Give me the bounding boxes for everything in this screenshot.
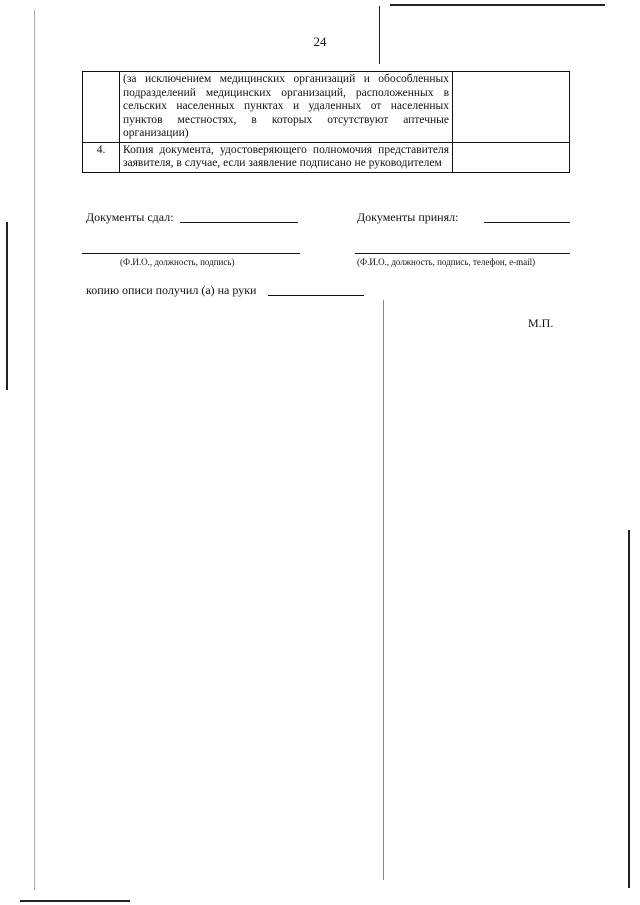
scan-artifact-right-bar: [628, 530, 630, 888]
scan-artifact-left-vertical: [34, 10, 35, 890]
table-row: [83, 142, 570, 172]
documents-table: [82, 71, 570, 173]
scan-artifact-center-vertical: [383, 300, 384, 880]
submitted-label: Документы сдал:: [86, 210, 174, 224]
submitted-caption: (Ф.И.О., должность, подпись): [120, 257, 235, 267]
row-number: 4.: [83, 142, 120, 172]
scan-artifact-left-bar: [6, 222, 8, 390]
scan-artifact-bottom: [20, 900, 130, 902]
table-row: [83, 72, 570, 143]
submitted-signature-line: [82, 253, 300, 254]
submitted-short-line: [180, 222, 298, 223]
copy-received-text: копию описи получил (а) на руки: [86, 283, 257, 297]
stamp-place: М.П.: [528, 316, 554, 330]
row-description: (за исключением медицинских организаций и обособленных подразделений медицинских организаций, расположенных в сельских населенных пунктах и удаленных от населенных пунктов местностях, в которых отсутствуют аптечные организации): [120, 72, 453, 143]
accepted-label: Документы принял:: [357, 210, 459, 224]
copy-received-line: [268, 295, 364, 296]
row-empty-cell: [453, 72, 570, 143]
scan-artifact-top-right: [390, 4, 605, 6]
row-number: [83, 72, 120, 143]
accepted-caption: (Ф.И.О., должность, подпись, телефон, e-mail): [357, 257, 536, 267]
page-number: 24: [313, 34, 327, 49]
row-empty-cell: [453, 142, 570, 172]
row-description: Копия документа, удостоверяющего полномочия представителя заявителя, в случае, если заявление подписано не руководителем: [120, 142, 453, 172]
accepted-signature-line: [355, 253, 570, 254]
accepted-short-line: [484, 222, 570, 223]
